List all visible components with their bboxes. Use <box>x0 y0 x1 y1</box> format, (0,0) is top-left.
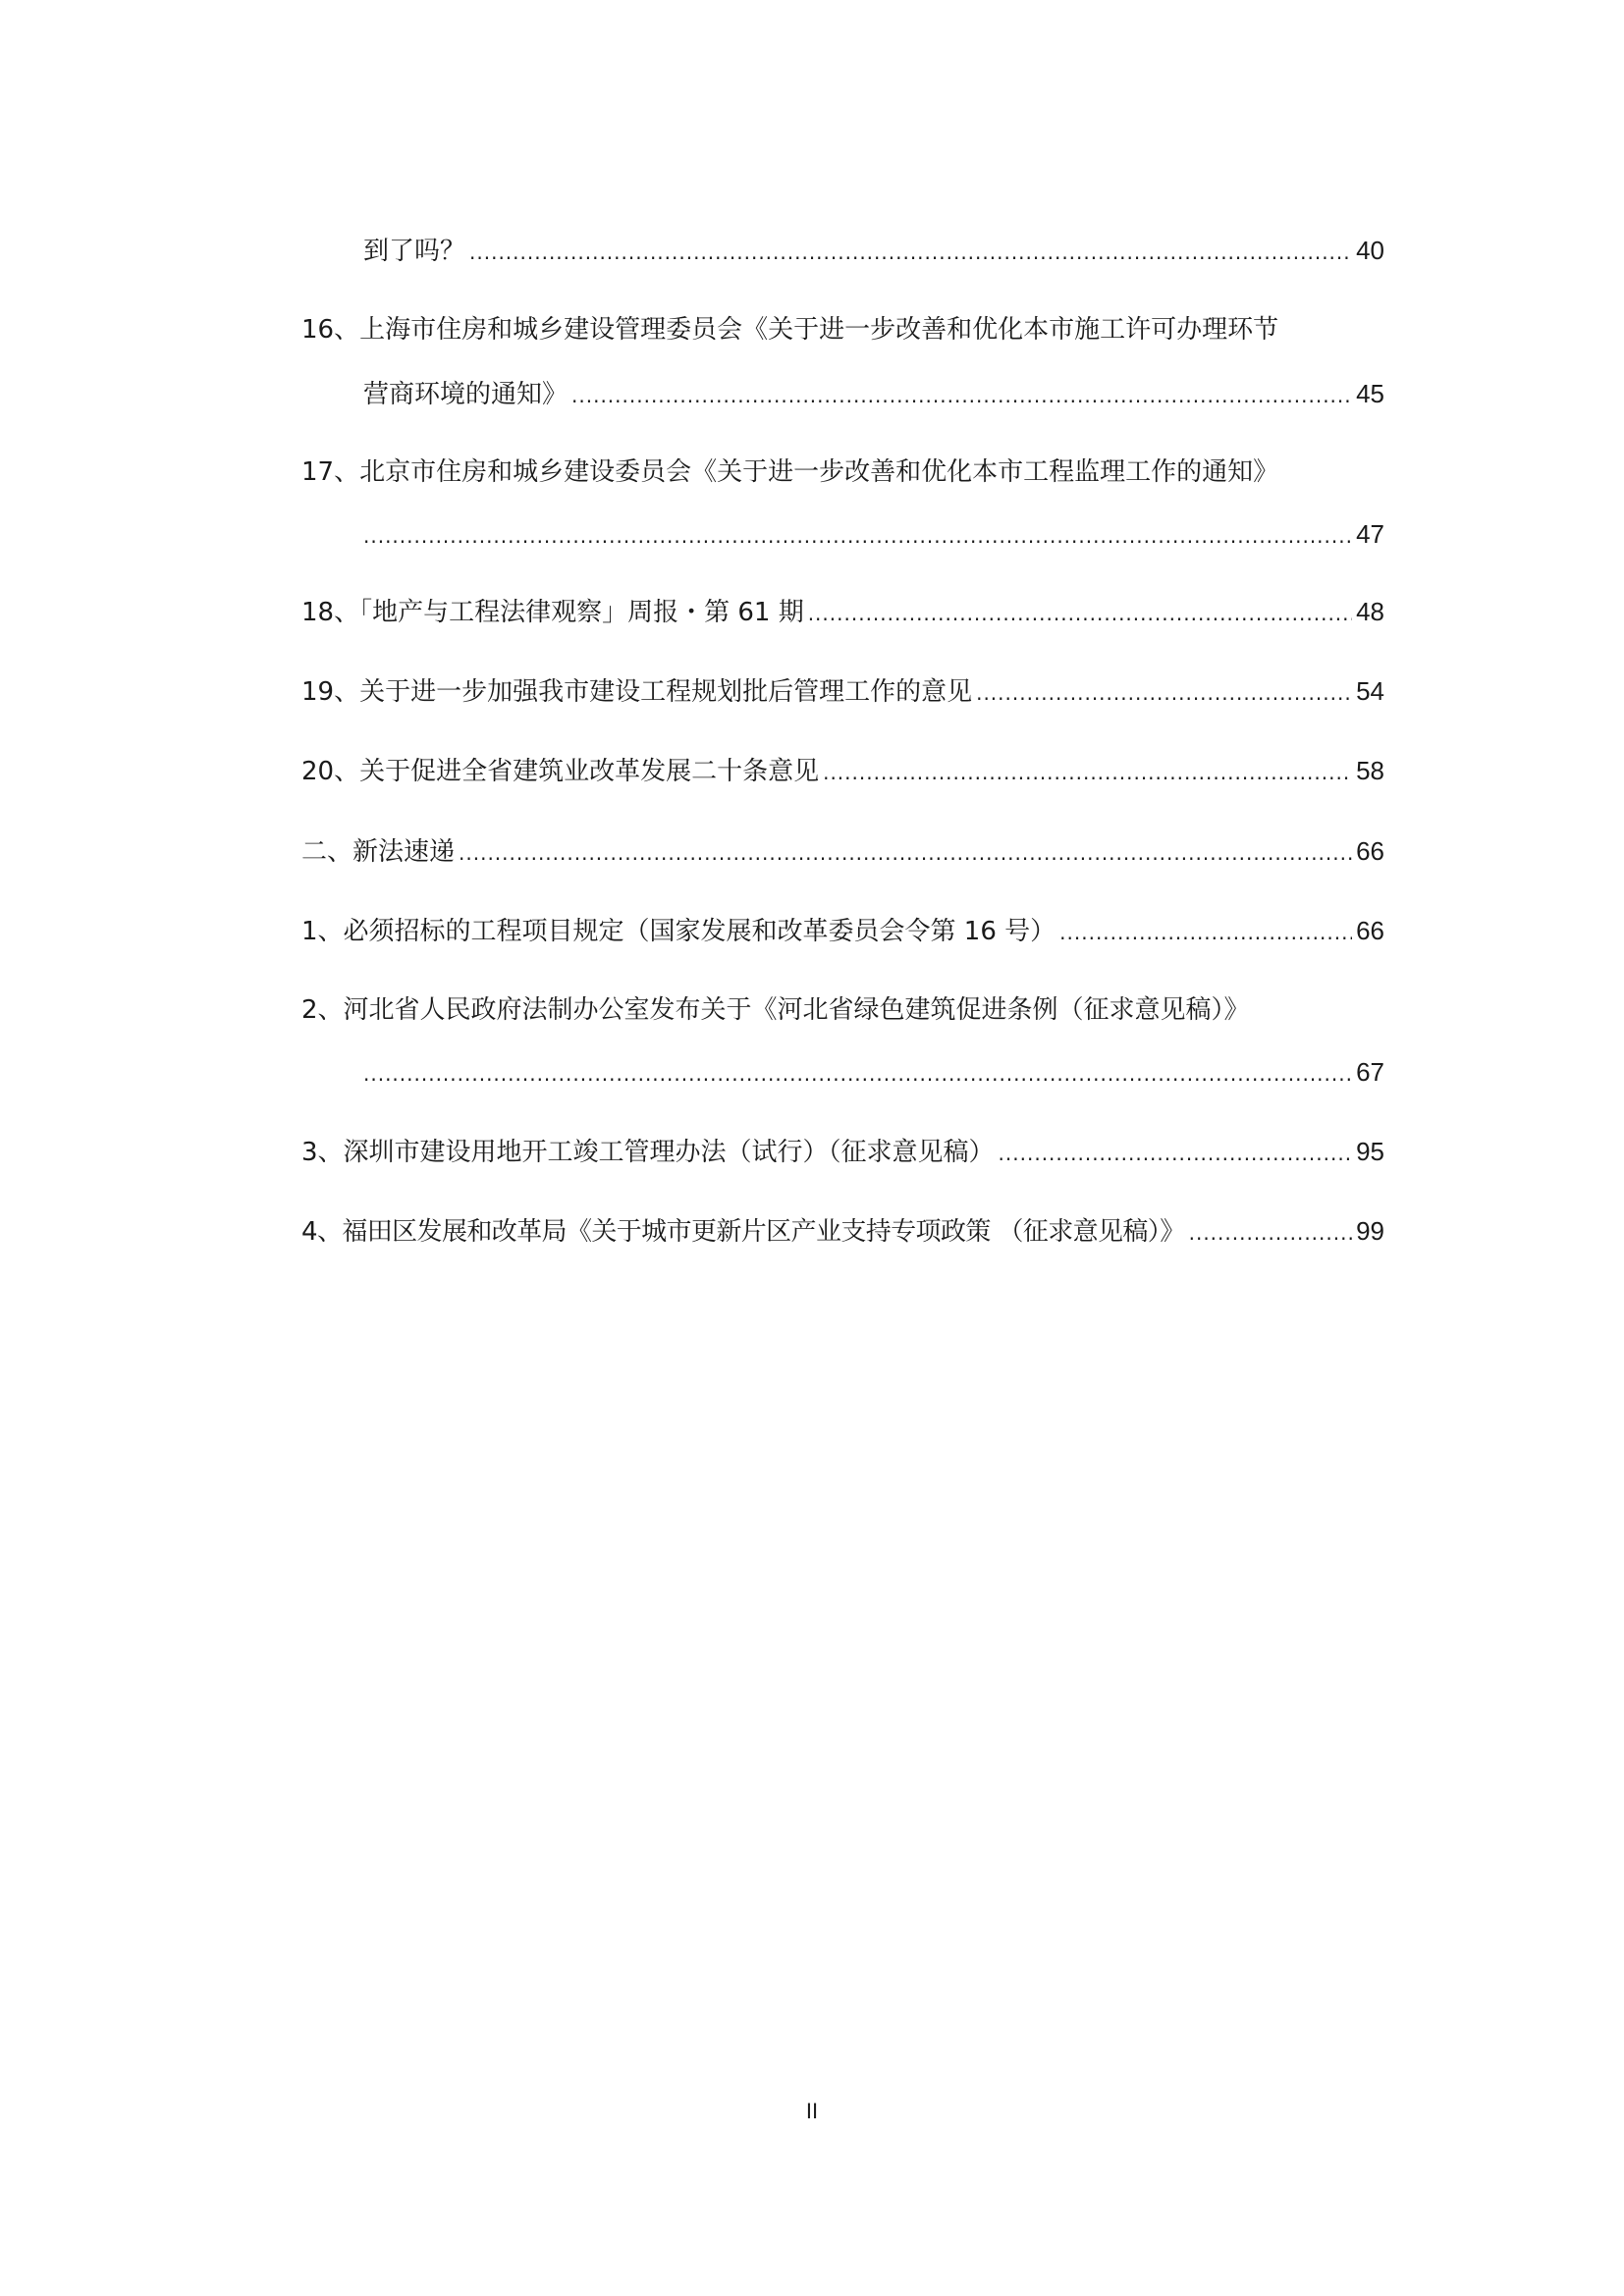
toc-entry-title: 3、深圳市建设用地开工竣工管理办法（试行）（征求意见稿） <box>301 1138 995 1167</box>
toc-leader-dots <box>1189 1215 1352 1251</box>
toc-entry-page: 99 <box>1356 1216 1384 1246</box>
toc-entry[interactable] <box>363 1054 1384 1092</box>
toc-entry-page: 47 <box>1356 519 1384 549</box>
page-number-footer: II <box>805 2099 819 2123</box>
toc-entry-page: 45 <box>1356 379 1384 408</box>
toc-entry-title: 二、新法速递 <box>301 837 456 867</box>
toc-entry[interactable] <box>363 516 1384 554</box>
toc-entry-title: 2、河北省人民政府法制办公室发布关于《河北省绿色建筑促进条例（征求意见稿）》 <box>301 995 1250 1025</box>
toc-leader-dots <box>363 518 1352 554</box>
toc-entry-page: 54 <box>1356 676 1384 706</box>
toc-entry[interactable] <box>301 454 1384 490</box>
toc-leader-dots <box>1059 915 1352 950</box>
toc-entry-title: 16、上海市住房和城乡建设管理委员会《关于进一步改善和优化本市施工许可办理环节 <box>301 315 1279 345</box>
toc-entry-page: 67 <box>1356 1057 1384 1087</box>
toc-leader-dots <box>469 235 1352 270</box>
toc-entry-title: 18、「地产与工程法律观察」周报・第 61 期 <box>301 598 804 627</box>
toc-entry[interactable] <box>301 753 1384 790</box>
toc-entry-title: 4、福田区发展和改革局《关于城市更新片区产业支持专项政策 （征求意见稿）》 <box>301 1217 1185 1247</box>
toc-leader-dots <box>976 675 1352 711</box>
toc-entry[interactable] <box>363 376 1384 413</box>
toc-entry[interactable] <box>301 913 1384 950</box>
toc-entry[interactable] <box>301 1134 1384 1171</box>
toc-leader-dots <box>459 835 1352 871</box>
toc-entry-title: 营商环境的通知》 <box>363 380 568 409</box>
toc-entry-page: 48 <box>1356 597 1384 626</box>
toc-entry[interactable] <box>363 233 1384 270</box>
toc-entry[interactable] <box>301 992 1384 1028</box>
toc-entry-title: 到了吗？ <box>363 237 466 266</box>
toc-entry[interactable] <box>301 312 1384 347</box>
toc-entry[interactable] <box>301 594 1384 631</box>
toc-entry[interactable] <box>301 833 1384 871</box>
toc-leader-dots <box>808 596 1352 631</box>
toc-leader-dots <box>823 755 1352 790</box>
toc-leader-dots <box>999 1136 1353 1171</box>
toc-entry-page: 66 <box>1356 836 1384 866</box>
toc-entry-page: 58 <box>1356 756 1384 785</box>
toc-entry-page: 66 <box>1356 916 1384 945</box>
toc-entry-title: 1、必须招标的工程项目规定（国家发展和改革委员会令第 16 号） <box>301 917 1056 946</box>
toc-entry-title: 17、北京市住房和城乡建设委员会《关于进一步改善和优化本市工程监理工作的通知》 <box>301 457 1279 487</box>
toc-entry-page: 40 <box>1356 236 1384 265</box>
toc-leader-dots <box>363 1056 1352 1092</box>
toc-entry[interactable] <box>301 1213 1384 1251</box>
toc-entry-page: 95 <box>1356 1137 1384 1166</box>
toc-entry[interactable] <box>301 673 1384 711</box>
toc-entry-title: 19、关于进一步加强我市建设工程规划批后管理工作的意见 <box>301 677 973 707</box>
toc-entry-title: 20、关于促进全省建筑业改革发展二十条意见 <box>301 757 820 786</box>
toc-leader-dots <box>571 378 1352 413</box>
